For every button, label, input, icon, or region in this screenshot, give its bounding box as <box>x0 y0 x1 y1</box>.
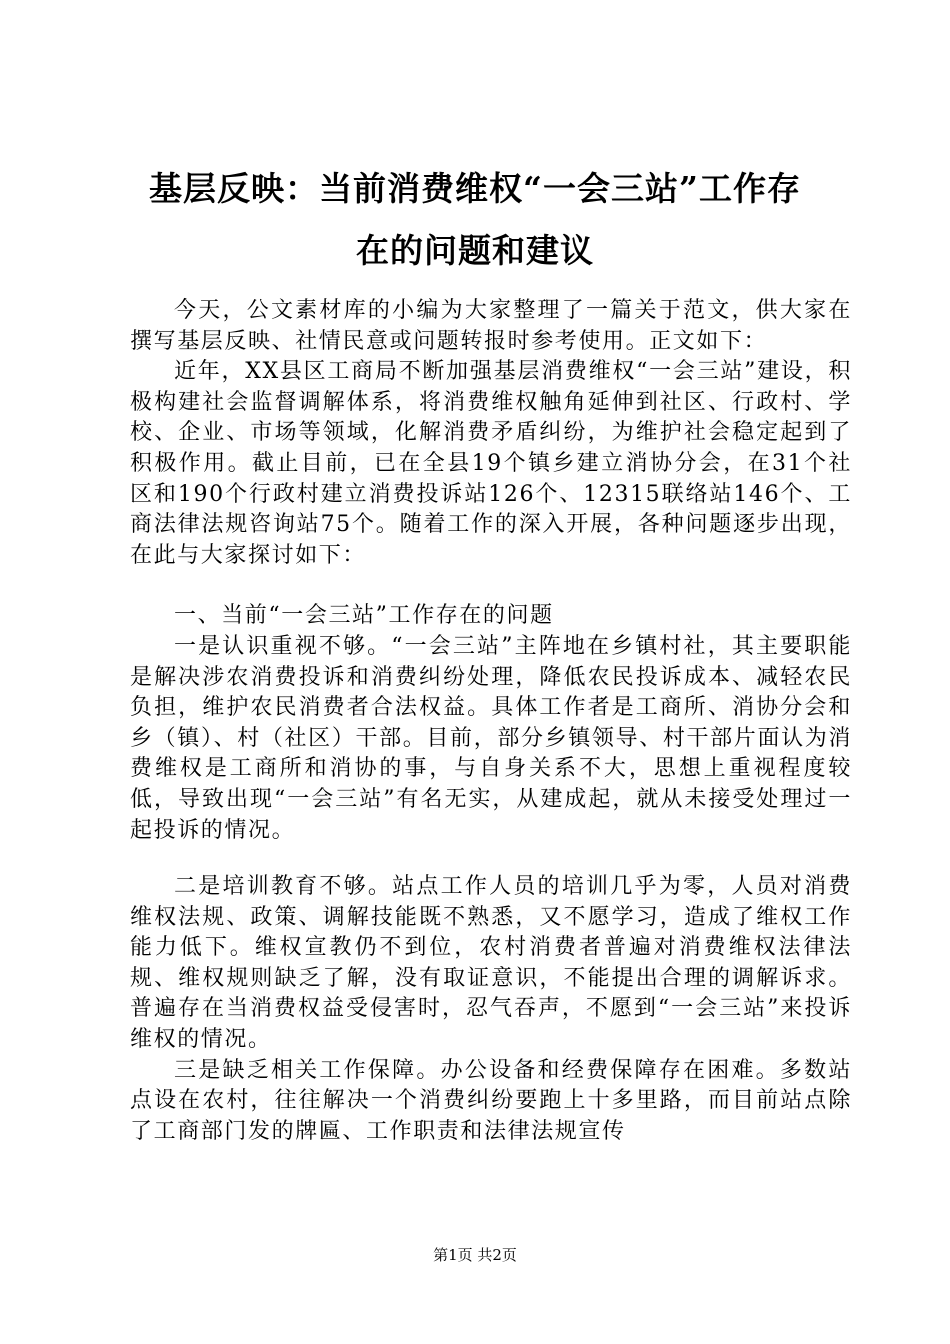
paragraph-background: 近年，XX县区工商局不断加强基层消费维权“一会三站”建设，积极构建社会监督调解体系，将消费维权触角延伸到社区、行政村、学校、企业、市场等领域，化解消费矛盾纠纷，为维护社会稳定起到了积极作用。截止目前，已在全县19个镇乡建立消协分会，在31个社区和190个行政村建立消费投诉站126个、12315联络站146个、工商法律法规咨询站75个。随着工作的深入开展，各种问题逐步出现，在此与大家探讨如下： <box>130 359 852 568</box>
title-line-2: 在的问题和建议 <box>356 231 594 270</box>
page-indicator: 第1页 共2页 <box>433 1246 517 1264</box>
paragraph-issue-1: 一是认识重视不够。“一会三站”主阵地在乡镇村社，其主要职能是解决涉农消费投诉和消费纠纷处理，降低农民投诉成本、减轻农民负担，维护农民消费者合法权益。具体工作者是工商所、消协分会和乡（镇）、村（社区）干部。目前，部分乡镇领导、村干部片面认为消费维权是工商所和消协的事，与自身关系不大，思想上重视程度较低，导致出现“一会三站”有名无实，从建成起，就从未接受处理过一起投诉的情况。 <box>130 633 852 843</box>
paragraph-issue-3: 三是缺乏相关工作保障。办公设备和经费保障存在困难。多数站点设在农村，往往解决一个消费纠纷要跑上十多里路，而目前站点除了工商部门发的牌匾、工作职责和法律法规宣传 <box>130 1057 852 1144</box>
document-title <box>110 158 840 282</box>
paragraph-intro: 今天，公文素材库的小编为大家整理了一篇关于范文，供大家在撰写基层反映、社情民意或问题转报时参考使用。正文如下： <box>130 298 852 354</box>
page-footer <box>0 1245 950 1265</box>
section-heading: 一、当前“一会三站”工作存在的问题 <box>174 603 554 629</box>
paragraph-issue-2: 二是培训教育不够。站点工作人员的培训几乎为零，人员对消费维权法规、政策、调解技能既不熟悉，又不愿学习，造成了维权工作能力低下。维权宣教仍不到位，农村消费者普遍对消费维权法律法规、维权规则缺乏了解，没有取证意识，不能提出合理的调解诉求。普遍存在当消费权益受侵害时，忍气吞声，不愿到“一会三站”来投诉维权的情况。 <box>130 874 852 1053</box>
title-line-1: 基层反映：当前消费维权“一会三站”工作存 <box>149 169 801 208</box>
document-body <box>130 296 852 1147</box>
